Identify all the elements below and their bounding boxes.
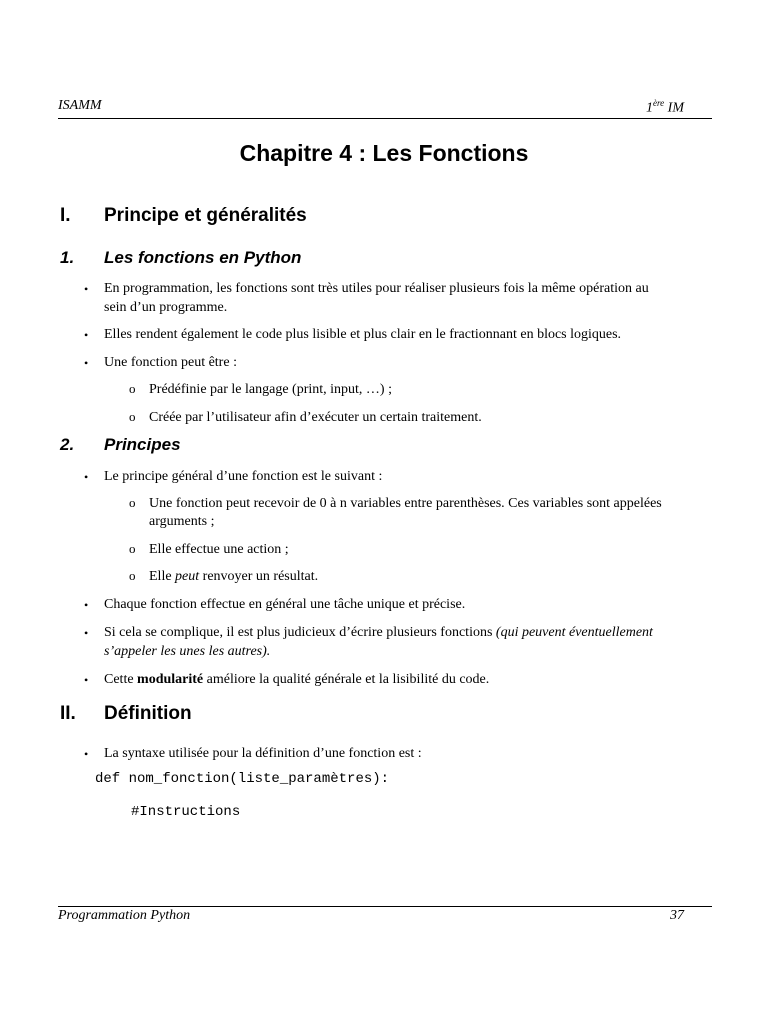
footer-left: Programmation Python [58,908,191,923]
emphasis-text: peut [175,569,200,584]
list-item-text: La syntaxe utilisée pour la définition d’une fonction est : [104,746,422,761]
list-item-text: s’appeler les unes les autres). [104,644,271,659]
list-item-text [104,670,489,689]
text-segment: renvoyer un résultat. [199,569,319,584]
bullet-icon: • [84,282,89,296]
sublist-item-text: arguments ; [149,514,215,529]
section-2-title: Définition [104,703,192,724]
chapter-title: Chapitre 4 : Les Fonctions [239,140,529,166]
header-right-post: IM [664,100,684,116]
text-segment: Elle [149,569,176,584]
header-right [646,98,684,117]
header-rule [58,118,712,119]
text-segment: Cette [104,672,138,687]
bullet-icon: • [84,470,89,484]
sublist-item-text: Prédéfinie par le langage (print, input, …) ; [149,382,392,397]
footer-rule [58,906,712,907]
page-number: 37 [670,908,684,923]
sublist-item-text [149,567,318,586]
bullet-icon: • [84,356,89,370]
sublist-item-text: Elle effectue une action ; [149,542,289,557]
sublist-item-text: Une fonction peut recevoir de 0 à n variables entre parenthèses. Ces variables sont appelées [149,496,662,511]
list-item-text: En programmation, les fonctions sont très utiles pour réaliser plusieurs fois la même opération au [104,281,649,296]
code-line: def nom_fonction(liste_paramètres): [95,771,390,787]
circle-bullet-icon: o [129,495,136,510]
subsection-2-title: Principes [104,435,181,454]
circle-bullet-icon: o [129,541,136,556]
list-item-text: Une fonction peut être : [104,355,237,370]
emphasis-text: (qui peuvent éventuellement [495,625,653,640]
list-item-text: sein d’un programme. [104,300,228,315]
circle-bullet-icon: o [129,409,136,424]
circle-bullet-icon: o [129,381,136,396]
bullet-icon: • [84,673,89,687]
subsection-1-title: Les fonctions en Python [104,248,302,267]
subsection-1-number: 1. [60,248,75,267]
bullet-icon: • [84,598,89,612]
bullet-icon: • [84,626,89,640]
header-right-pre: 1 [646,100,653,116]
section-1-title: Principe et généralités [104,205,307,226]
section-1-number: I. [60,205,71,226]
list-item-text [104,623,653,642]
subsection-2-number: 2. [60,435,75,454]
text-segment: améliore la qualité générale et la lisibilité du code. [203,672,490,687]
circle-bullet-icon: o [129,568,136,583]
list-item-text: Elles rendent également le code plus lisible et plus clair en le fractionnant en blocs logiques. [104,327,622,342]
list-item-text: Le principe général d’une fonction est le suivant : [104,469,383,484]
header-left: ISAMM [58,98,102,113]
code-line: #Instructions [131,804,241,820]
text-segment: Si cela se complique, il est plus judicieux d’écrire plusieurs fonctions [104,625,496,640]
list-item-text: Chaque fonction effectue en général une tâche unique et précise. [104,597,466,612]
bold-text: modularité [137,672,204,687]
sublist-item-text: Créée par l’utilisateur afin d’exécuter un certain traitement. [149,410,482,425]
bullet-icon: • [84,747,89,761]
header-right-sup: ère [653,98,665,108]
section-2-number: II. [60,703,76,724]
bullet-icon: • [84,328,89,342]
